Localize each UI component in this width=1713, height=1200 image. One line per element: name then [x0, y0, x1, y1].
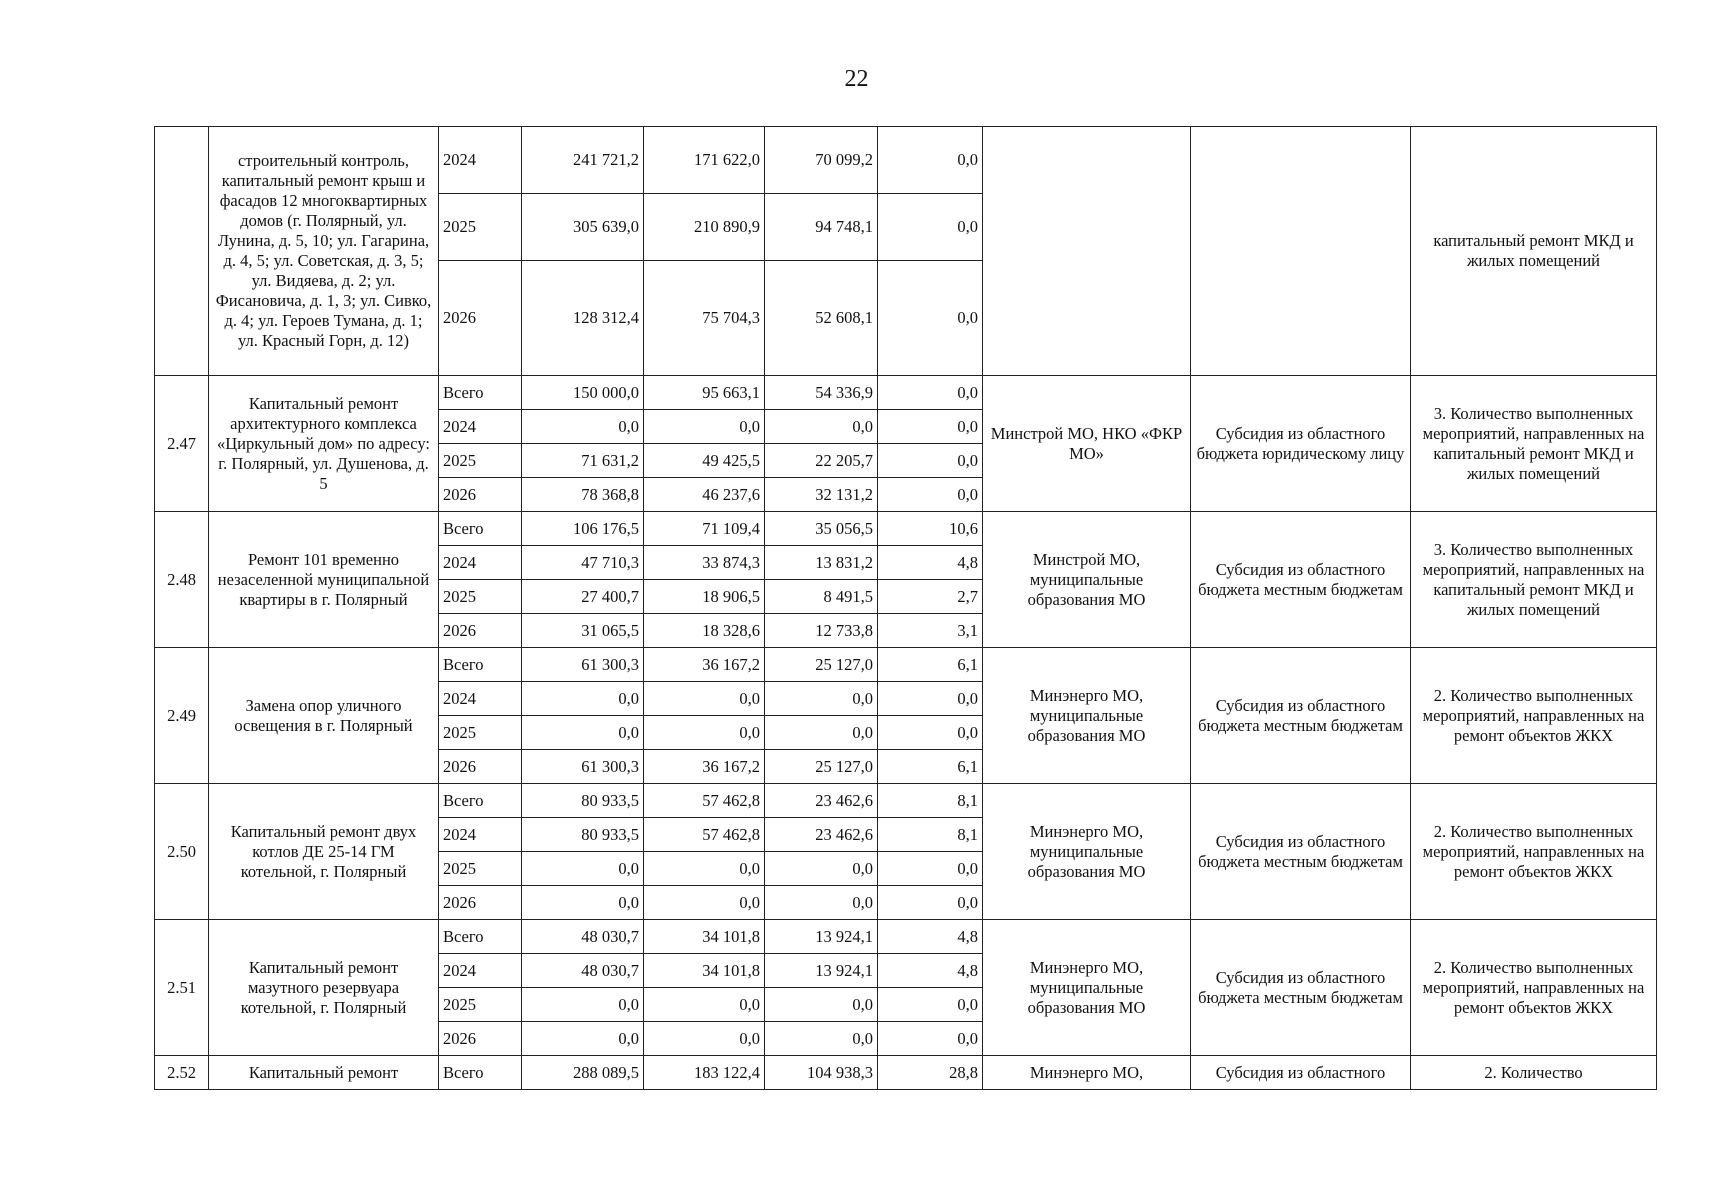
regional-amount: 95 663,1: [644, 376, 765, 410]
other-amount: 6,1: [878, 648, 983, 682]
indicator: 2. Количество выполненных мероприятий, направленных на ремонт объектов ЖКХ: [1411, 648, 1657, 784]
local-amount: 0,0: [765, 716, 878, 750]
total-amount: 80 933,5: [522, 784, 644, 818]
funding-source: Субсидия из областного бюджета местным бюджетам: [1191, 648, 1411, 784]
total-amount: 31 065,5: [522, 614, 644, 648]
page-number: 22: [844, 66, 869, 92]
regional-amount: 171 622,0: [644, 127, 765, 194]
regional-amount: 33 874,3: [644, 546, 765, 580]
year-cell: 2024: [439, 818, 522, 852]
regional-amount: 0,0: [644, 988, 765, 1022]
total-amount: 106 176,5: [522, 512, 644, 546]
total-amount: 128 312,4: [522, 261, 644, 376]
regional-amount: 46 237,6: [644, 478, 765, 512]
year-cell: Всего: [439, 1056, 522, 1090]
total-amount: 0,0: [522, 886, 644, 920]
year-cell: 2024: [439, 954, 522, 988]
other-amount: 0,0: [878, 444, 983, 478]
total-amount: 305 639,0: [522, 194, 644, 261]
item-name: Капитальный ремонт: [209, 1056, 439, 1090]
other-amount: 0,0: [878, 127, 983, 194]
year-cell: Всего: [439, 920, 522, 954]
total-amount: 47 710,3: [522, 546, 644, 580]
other-amount: 2,7: [878, 580, 983, 614]
executor: Минстрой МО, НКО «ФКР МО»: [983, 376, 1191, 512]
total-amount: 48 030,7: [522, 920, 644, 954]
funding-source: Субсидия из областного бюджета местным бюджетам: [1191, 784, 1411, 920]
total-amount: 150 000,0: [522, 376, 644, 410]
local-amount: 35 056,5: [765, 512, 878, 546]
item-number: 2.52: [155, 1056, 209, 1090]
year-cell: Всего: [439, 512, 522, 546]
year-cell: 2026: [439, 614, 522, 648]
total-amount: 80 933,5: [522, 818, 644, 852]
total-amount: 0,0: [522, 1022, 644, 1056]
regional-amount: 36 167,2: [644, 648, 765, 682]
regional-amount: 210 890,9: [644, 194, 765, 261]
total-amount: 241 721,2: [522, 127, 644, 194]
local-amount: 0,0: [765, 886, 878, 920]
table-row: [155, 512, 1657, 546]
item-name: Ремонт 101 временно незаселенной муниципальной квартиры в г. Полярный: [209, 512, 439, 648]
table-row: [155, 376, 1657, 410]
year-cell: 2024: [439, 682, 522, 716]
total-amount: 0,0: [522, 716, 644, 750]
other-amount: 0,0: [878, 261, 983, 376]
year-cell: 2024: [439, 410, 522, 444]
local-amount: 94 748,1: [765, 194, 878, 261]
local-amount: 25 127,0: [765, 750, 878, 784]
other-amount: 10,6: [878, 512, 983, 546]
source-cell: [1191, 127, 1411, 376]
regional-amount: 18 328,6: [644, 614, 765, 648]
year-cell: 2024: [439, 546, 522, 580]
other-amount: 8,1: [878, 784, 983, 818]
local-amount: 13 924,1: [765, 954, 878, 988]
indicator: 3. Количество выполненных мероприятий, направленных на капитальный ремонт МКД и жилых помещений: [1411, 376, 1657, 512]
local-amount: 25 127,0: [765, 648, 878, 682]
local-amount: 0,0: [765, 1022, 878, 1056]
executor: Минэнерго МО, муниципальные образования МО: [983, 784, 1191, 920]
executor: Минэнерго МО, муниципальные образования МО: [983, 920, 1191, 1056]
regional-amount: 0,0: [644, 852, 765, 886]
regional-amount: 34 101,8: [644, 954, 765, 988]
year-cell: Всего: [439, 648, 522, 682]
local-amount: 0,0: [765, 988, 878, 1022]
table-row: [155, 784, 1657, 818]
total-amount: 0,0: [522, 852, 644, 886]
funding-source: Субсидия из областного бюджета местным бюджетам: [1191, 920, 1411, 1056]
item-number: 2.49: [155, 648, 209, 784]
other-amount: 0,0: [878, 988, 983, 1022]
year-cell: 2026: [439, 1022, 522, 1056]
local-amount: 0,0: [765, 682, 878, 716]
year-cell: 2026: [439, 886, 522, 920]
regional-amount: 18 906,5: [644, 580, 765, 614]
item-number: 2.51: [155, 920, 209, 1056]
item-name: Капитальный ремонт двух котлов ДЕ 25-14 ГМ котельной, г. Полярный: [209, 784, 439, 920]
local-amount: 0,0: [765, 852, 878, 886]
indicator: 2. Количество выполненных мероприятий, направленных на ремонт объектов ЖКХ: [1411, 920, 1657, 1056]
other-amount: 4,8: [878, 546, 983, 580]
table-row: [155, 127, 1657, 194]
local-amount: 13 924,1: [765, 920, 878, 954]
executor: Минстрой МО, муниципальные образования МО: [983, 512, 1191, 648]
other-amount: 4,8: [878, 954, 983, 988]
regional-amount: 0,0: [644, 886, 765, 920]
local-amount: 104 938,3: [765, 1056, 878, 1090]
local-amount: 52 608,1: [765, 261, 878, 376]
year-cell: 2024: [439, 127, 522, 194]
regional-amount: 57 462,8: [644, 784, 765, 818]
local-amount: 23 462,6: [765, 784, 878, 818]
year-cell: 2025: [439, 194, 522, 261]
local-amount: 54 336,9: [765, 376, 878, 410]
total-amount: 0,0: [522, 410, 644, 444]
other-amount: 0,0: [878, 410, 983, 444]
other-amount: 0,0: [878, 194, 983, 261]
regional-amount: 0,0: [644, 682, 765, 716]
item-number: 2.50: [155, 784, 209, 920]
funding-source: Субсидия из областного бюджета местным бюджетам: [1191, 512, 1411, 648]
year-cell: 2026: [439, 261, 522, 376]
other-amount: 3,1: [878, 614, 983, 648]
funding-source: Субсидия из областного: [1191, 1056, 1411, 1090]
local-amount: 12 733,8: [765, 614, 878, 648]
other-amount: 0,0: [878, 1022, 983, 1056]
funding-source: Субсидия из областного бюджета юридическому лицу: [1191, 376, 1411, 512]
regional-amount: 0,0: [644, 716, 765, 750]
total-amount: 288 089,5: [522, 1056, 644, 1090]
regional-amount: 34 101,8: [644, 920, 765, 954]
other-amount: 0,0: [878, 376, 983, 410]
total-amount: 61 300,3: [522, 648, 644, 682]
executor: Минэнерго МО, муниципальные образования МО: [983, 648, 1191, 784]
item-number: 2.47: [155, 376, 209, 512]
other-amount: 6,1: [878, 750, 983, 784]
regional-amount: 0,0: [644, 1022, 765, 1056]
other-amount: 28,8: [878, 1056, 983, 1090]
total-amount: 0,0: [522, 988, 644, 1022]
total-amount: 48 030,7: [522, 954, 644, 988]
item-name: Замена опор уличного освещения в г. Полярный: [209, 648, 439, 784]
year-cell: 2026: [439, 750, 522, 784]
item-name: строительный контроль, капитальный ремонт крыш и фасадов 12 многоквартирных домов (г. Полярный, ул. Лунина, д. 5, 10; ул. Гагарина, д. 4, 5; ул. Советская, д. 3, 5; ул. Видяева, д. 2; ул. Фисановича, д. 1, 3; ул. Сивко, д. 4; ул. Героев Тумана, д. 1; ул. Красный Горн, д. 12): [209, 127, 439, 376]
regional-amount: 71 109,4: [644, 512, 765, 546]
year-cell: Всего: [439, 784, 522, 818]
other-amount: 8,1: [878, 818, 983, 852]
total-amount: 0,0: [522, 682, 644, 716]
local-amount: 22 205,7: [765, 444, 878, 478]
item-name: Капитальный ремонт мазутного резервуара котельной, г. Полярный: [209, 920, 439, 1056]
year-cell: Всего: [439, 376, 522, 410]
local-amount: 32 131,2: [765, 478, 878, 512]
executor-cell: [983, 127, 1191, 376]
regional-amount: 183 122,4: [644, 1056, 765, 1090]
other-amount: 0,0: [878, 886, 983, 920]
regional-amount: 49 425,5: [644, 444, 765, 478]
local-amount: 13 831,2: [765, 546, 878, 580]
regional-amount: 36 167,2: [644, 750, 765, 784]
other-amount: 0,0: [878, 478, 983, 512]
local-amount: 0,0: [765, 410, 878, 444]
other-amount: 0,0: [878, 682, 983, 716]
year-cell: 2026: [439, 478, 522, 512]
year-cell: 2025: [439, 852, 522, 886]
regional-amount: 75 704,3: [644, 261, 765, 376]
total-amount: 61 300,3: [522, 750, 644, 784]
other-amount: 0,0: [878, 716, 983, 750]
indicator-cell: капитальный ремонт МКД и жилых помещений: [1411, 127, 1657, 376]
year-cell: 2025: [439, 716, 522, 750]
regional-amount: 0,0: [644, 410, 765, 444]
total-amount: 27 400,7: [522, 580, 644, 614]
table-row: [155, 1056, 1657, 1090]
item-number-cell: [155, 127, 209, 376]
executor: Минэнерго МО,: [983, 1056, 1191, 1090]
other-amount: 4,8: [878, 920, 983, 954]
budget-table: [154, 126, 1657, 1090]
local-amount: 70 099,2: [765, 127, 878, 194]
item-number: 2.48: [155, 512, 209, 648]
local-amount: 8 491,5: [765, 580, 878, 614]
year-cell: 2025: [439, 988, 522, 1022]
total-amount: 78 368,8: [522, 478, 644, 512]
table-row: [155, 920, 1657, 954]
total-amount: 71 631,2: [522, 444, 644, 478]
table-row: [155, 648, 1657, 682]
other-amount: 0,0: [878, 852, 983, 886]
indicator: 2. Количество выполненных мероприятий, направленных на ремонт объектов ЖКХ: [1411, 784, 1657, 920]
year-cell: 2025: [439, 444, 522, 478]
regional-amount: 57 462,8: [644, 818, 765, 852]
year-cell: 2025: [439, 580, 522, 614]
indicator: 2. Количество: [1411, 1056, 1657, 1090]
local-amount: 23 462,6: [765, 818, 878, 852]
indicator: 3. Количество выполненных мероприятий, направленных на капитальный ремонт МКД и жилых помещений: [1411, 512, 1657, 648]
item-name: Капитальный ремонт архитектурного комплекса «Циркульный дом» по адресу: г. Полярный, ул. Душенова, д. 5: [209, 376, 439, 512]
